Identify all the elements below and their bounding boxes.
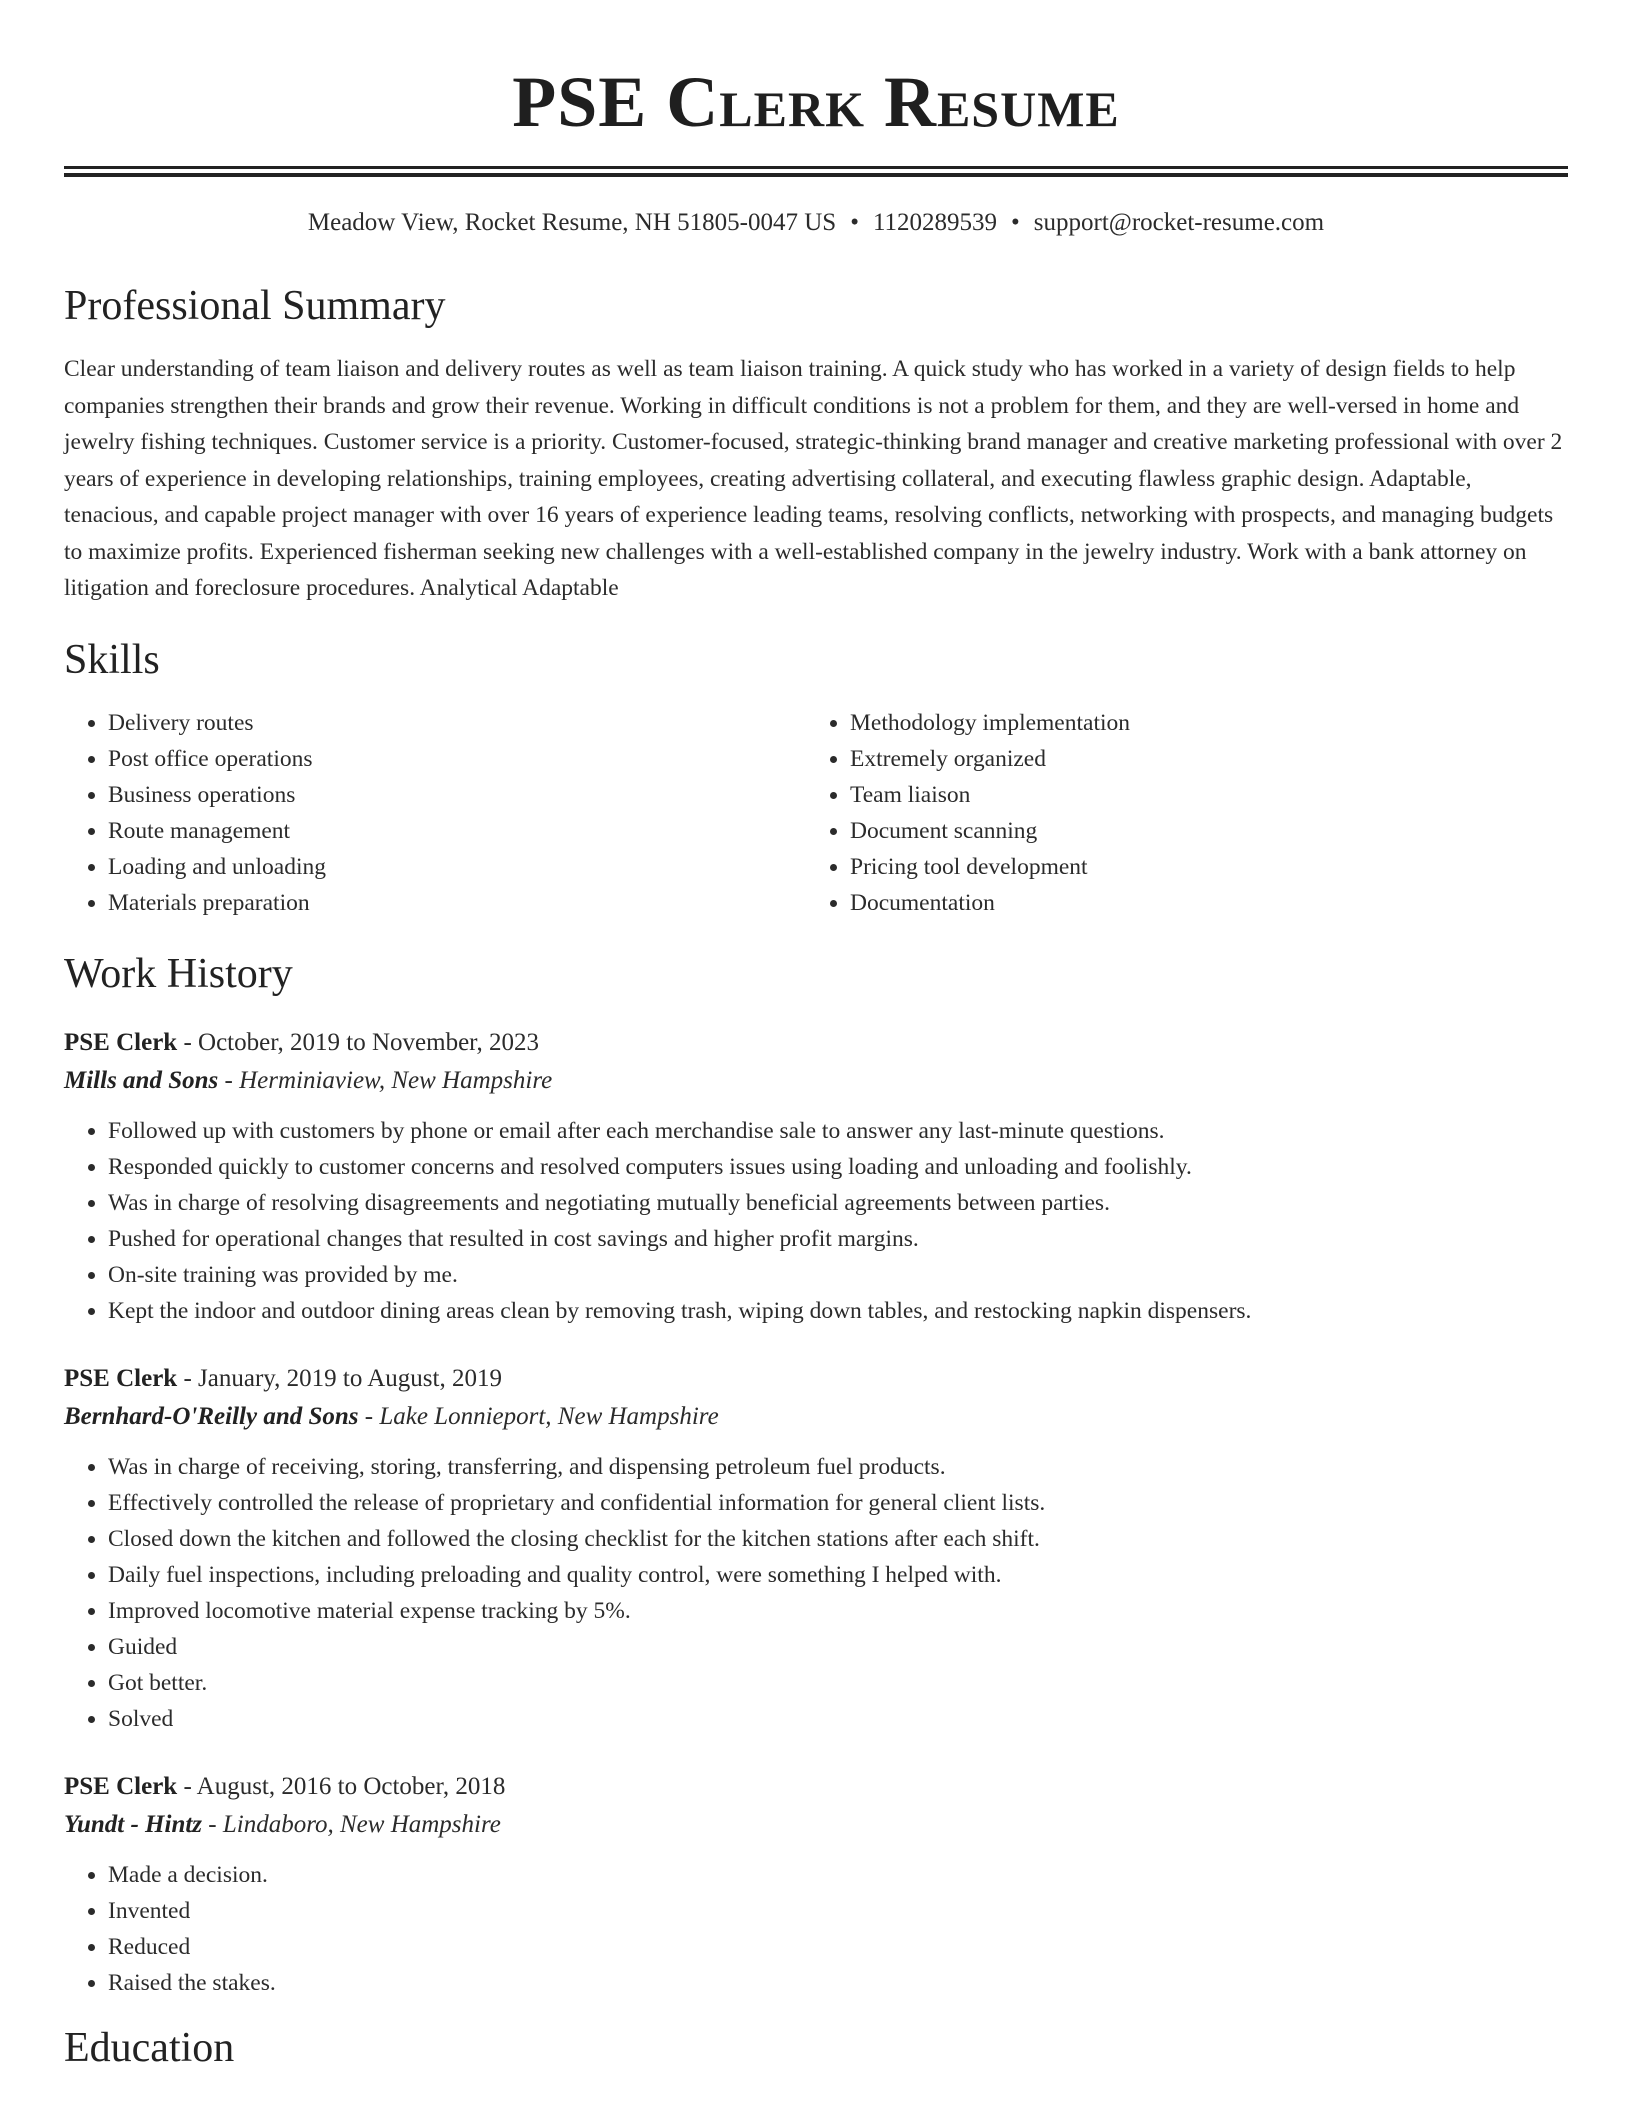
job-bullet: • Raised the stakes. (108, 1965, 1568, 2001)
skill-item: • Business operations (108, 777, 806, 813)
job-bullet: • Was in charge of receiving, storing, transferring, and dispensing petroleum fuel products. (108, 1449, 1568, 1485)
job-company: Bernhard-O'Reilly and Sons (64, 1402, 359, 1430)
contact-line (64, 207, 1568, 239)
job-bullet: • Followed up with customers by phone or email after each merchandise sale to answer any last-minute questions. (108, 1113, 1568, 1149)
job-bullet: • Kept the indoor and outdoor dining areas clean by removing trash, wiping down tables, and restocking napkin dispensers. (108, 1293, 1568, 1329)
job-employer (64, 1061, 1568, 1101)
job-bullet: • Pushed for operational changes that resulted in cost savings and higher profit margins. (108, 1221, 1568, 1257)
skill-item: • Pricing tool development (850, 849, 1548, 885)
job-bullet: • Responded quickly to customer concerns and resolved computers issues using loading and unloading and foolishly. (108, 1149, 1568, 1185)
job-entry (64, 1361, 1568, 1737)
job-location: - Herminiaview, New Hampshire (218, 1066, 553, 1094)
contact-separator: • (850, 209, 859, 236)
education-heading: Education (64, 2024, 235, 2071)
job-heading (64, 1025, 1568, 1061)
job-entry (64, 1025, 1568, 1329)
job-bullet: • Made a decision. (108, 1857, 1568, 1893)
resume-page (64, 0, 1568, 2073)
job-dates: - August, 2016 to October, 2018 (177, 1772, 506, 1800)
skills-list (64, 705, 1568, 921)
skill-item: • Methodology implementation (850, 705, 1548, 741)
skill-item: • Extremely organized (850, 741, 1548, 777)
work-history-heading: Work History (64, 950, 293, 997)
job-company: Mills and Sons (64, 1066, 219, 1094)
job-bullet: • Got better. (108, 1665, 1568, 1701)
skill-item: • Route management (108, 813, 806, 849)
job-location: - Lake Lonnieport, New Hampshire (358, 1402, 719, 1430)
skill-item: • Document scanning (850, 813, 1548, 849)
skill-item: • Delivery routes (108, 705, 806, 741)
job-bullets (64, 1449, 1568, 1737)
contact-phone: 1120289539 (872, 209, 998, 236)
contact-address: Meadow View, Rocket Resume, NH 51805-0047 US (307, 209, 837, 236)
job-bullets (64, 1113, 1568, 1329)
job-bullet: • Improved locomotive material expense tracking by 5%. (108, 1593, 1568, 1629)
job-employer (64, 1397, 1568, 1437)
skills-column-left (64, 705, 806, 921)
job-role: PSE Clerk (64, 1772, 178, 1800)
resume-title: PSE Clerk Resume (512, 62, 1120, 142)
job-heading (64, 1361, 1568, 1397)
contact-separator: • (1011, 209, 1020, 236)
skill-item: • Loading and unloading (108, 849, 806, 885)
skills-heading: Skills (64, 636, 160, 683)
job-bullet: • Daily fuel inspections, including preloading and quality control, were something I helped with. (108, 1557, 1568, 1593)
skill-item: • Documentation (850, 885, 1548, 921)
job-dates: - October, 2019 to November, 2023 (177, 1028, 540, 1056)
job-heading (64, 1769, 1568, 1805)
summary-heading: Professional Summary (64, 283, 446, 329)
job-role: PSE Clerk (64, 1364, 178, 1392)
job-bullet: • Was in charge of resolving disagreements and negotiating mutually beneficial agreements between parties. (108, 1185, 1568, 1221)
job-bullet: • Reduced (108, 1929, 1568, 1965)
job-bullet: • On-site training was provided by me. (108, 1257, 1568, 1293)
job-employer (64, 1805, 1568, 1845)
job-bullet: • Invented (108, 1893, 1568, 1929)
title-divider (64, 166, 1568, 177)
job-bullet: • Closed down the kitchen and followed the closing checklist for the kitchen stations after each shift. (108, 1521, 1568, 1557)
skill-item: • Post office operations (108, 741, 806, 777)
job-company: Yundt - Hintz (64, 1810, 203, 1838)
job-role: PSE Clerk (64, 1028, 178, 1056)
job-bullets (64, 1857, 1568, 2001)
skill-item: • Materials preparation (108, 885, 806, 921)
job-dates: - January, 2019 to August, 2019 (177, 1364, 502, 1392)
contact-email: support@rocket-resume.com (1033, 209, 1325, 236)
job-entry (64, 1769, 1568, 2001)
job-location: - Lindaboro, New Hampshire (202, 1810, 501, 1838)
job-bullet: • Effectively controlled the release of proprietary and confidential information for general client lists. (108, 1485, 1568, 1521)
skill-item: • Team liaison (850, 777, 1548, 813)
summary-text: Clear understanding of team liaison and delivery routes as well as team liaison training. A quick study who has worked in a variety of design fields to help companies strengthen their brands and grow their revenue. Working in difficult conditions is not a problem for them, and they are well-versed in home and jewelry fishing techniques. Customer service is a priority. Customer-focused, strategic-thinking brand manager and creative marketing professional with over 2 years of experience in developing relationships, training employees, creating advertising collateral, and executing flawless graphic design. Adaptable, tenacious, and capable project manager with over 16 years of experience leading teams, resolving conflicts, networking with prospects, and managing budgets to maximize profits. Experienced fisherman seeking new challenges with a well-established company in the jewelry industry. Work with a bank attorney on litigation and foreclosure procedures. Analytical Adaptable (64, 356, 1563, 601)
job-bullet: • Solved (108, 1701, 1568, 1737)
job-bullet: • Guided (108, 1629, 1568, 1665)
skills-column-right (806, 705, 1548, 921)
